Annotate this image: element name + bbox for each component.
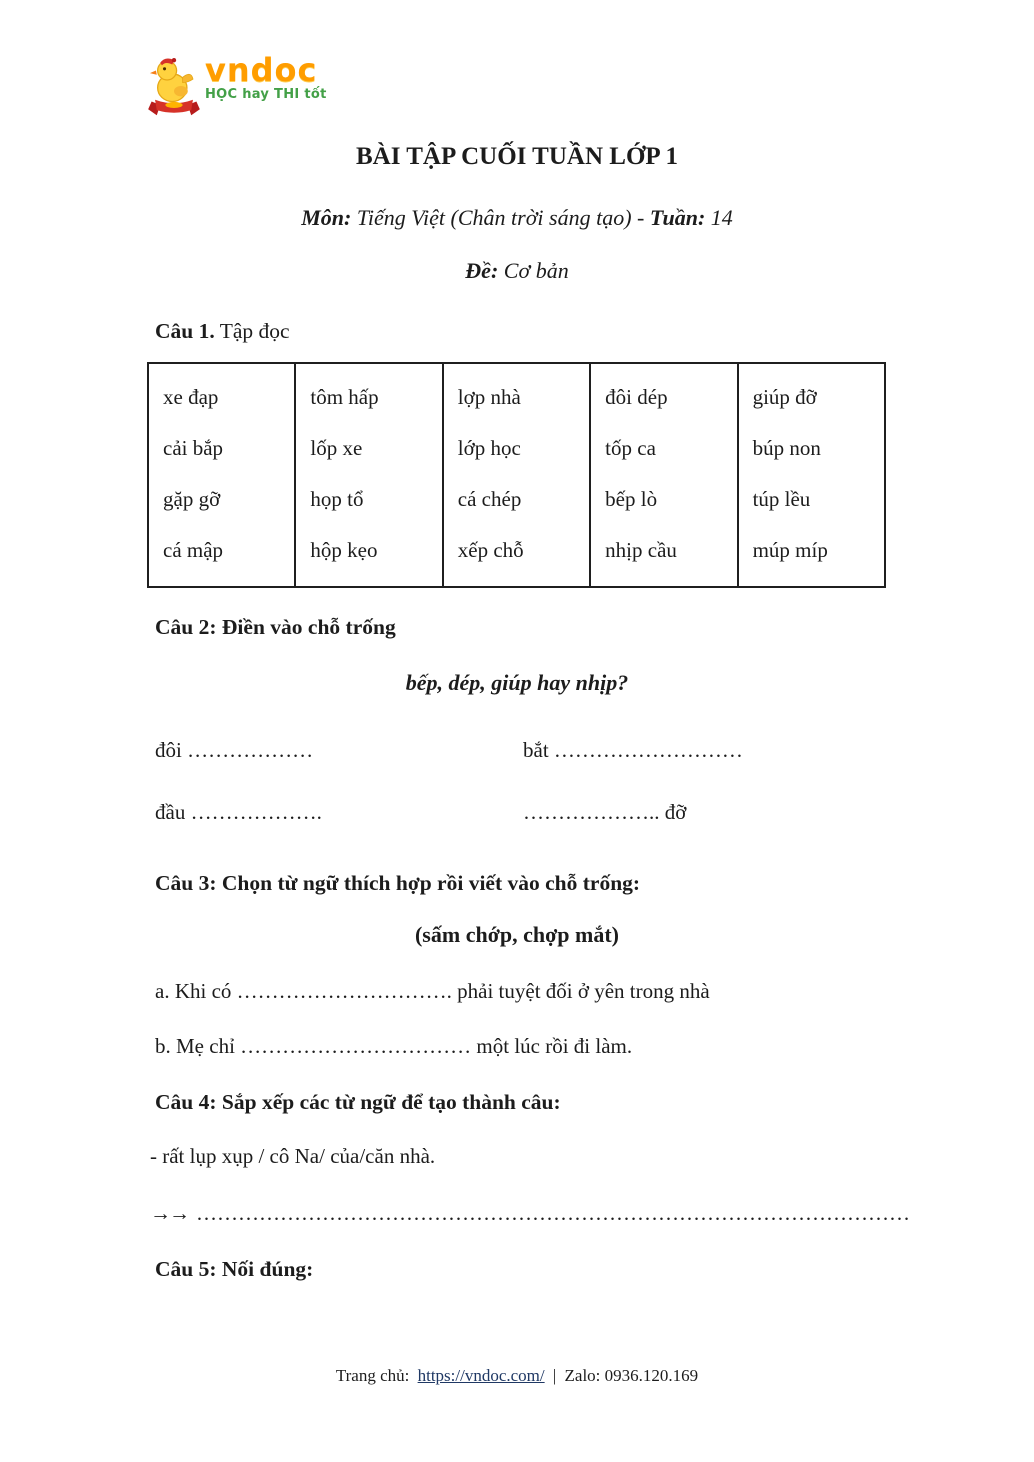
table-cell-col3 — [443, 363, 590, 587]
exercise-item-a: a. Khi có …………………………. phải tuyệt đối ở yên trong nhà — [155, 979, 710, 1003]
brand-tagline: HỌC hay THI tốt — [205, 87, 327, 102]
word-item: tốp ca — [605, 436, 656, 460]
question5-heading — [155, 1254, 1034, 1284]
word-item: giúp đỡ — [752, 385, 817, 409]
blank-dots: ……………………… — [553, 738, 743, 762]
homepage-label: Trang chủ: — [335, 1366, 410, 1385]
word-item: cá chép — [457, 487, 522, 511]
word-item: cá mập — [163, 538, 224, 562]
word-item: túp lều — [752, 487, 811, 511]
exam-label: Đề: — [465, 258, 499, 283]
page-title: BÀI TẬP CUỐI TUẦN LỚP 1 — [355, 143, 679, 170]
table-cell-col4 — [590, 363, 737, 587]
question2-title: Điền vào chỗ trống — [221, 615, 396, 639]
blank-item — [155, 736, 523, 764]
word-item: xếp chỗ — [457, 538, 524, 562]
vndoc-logo — [148, 51, 1034, 115]
word-item: đôi dép — [605, 385, 668, 409]
table-row — [148, 363, 885, 587]
exam-line — [0, 256, 1034, 286]
blank-prefix: đầu — [155, 800, 186, 824]
blank-suffix: đỡ — [664, 800, 687, 824]
homepage-link[interactable]: https://vndoc.com/ — [417, 1366, 545, 1385]
subject-label: Môn: — [301, 205, 352, 230]
brand-wordmark: vndoc — [205, 51, 318, 89]
question3-heading — [155, 868, 1034, 898]
table-cell-col5 — [738, 363, 885, 587]
word-item: hộp kẹo — [310, 538, 378, 562]
answer-dots: ………………………………………………………………………………………… — [196, 1201, 910, 1225]
question4-label: Câu 4: — [155, 1090, 217, 1114]
word-item: lốp xe — [310, 436, 363, 460]
week-value: 14 — [710, 205, 733, 230]
word-item: xe đạp — [163, 385, 219, 409]
question5-label: Câu 5: — [155, 1257, 217, 1281]
word-item: múp míp — [752, 538, 828, 562]
blank-prefix: bắt — [523, 738, 549, 762]
word-item: nhịp cầu — [605, 538, 677, 562]
blank-dots: ……………… — [187, 738, 314, 762]
blank-row — [155, 736, 1034, 764]
table-cell-col2 — [295, 363, 442, 587]
blank-item — [523, 798, 686, 826]
footer-separator: | — [552, 1366, 557, 1385]
question1-title: Tập đọc — [219, 319, 290, 343]
question2-label: Câu 2: — [155, 615, 217, 639]
question4-answer-line — [150, 1198, 1034, 1228]
word-item: búp non — [752, 436, 821, 460]
blank-row — [155, 798, 1034, 826]
blank-dots: ………………. — [190, 800, 322, 824]
double-arrow-icon: →→ — [150, 1201, 188, 1225]
table-cell-col1 — [148, 363, 295, 587]
blank-item — [523, 736, 743, 764]
zalo-contact: Zalo: 0936.120.169 — [564, 1366, 699, 1385]
question2-heading — [155, 612, 1034, 642]
question4-title: Sắp xếp các từ ngữ để tạo thành câu: — [221, 1090, 561, 1114]
word-item: họp tổ — [310, 487, 364, 511]
word-item: lợp nhà — [457, 385, 521, 409]
word-item: bếp lò — [605, 487, 658, 511]
blank-prefix: đôi — [155, 738, 182, 762]
page-footer — [0, 1366, 1034, 1386]
question1-heading — [155, 316, 1034, 346]
word-item: tôm hấp — [310, 385, 379, 409]
question3-title: Chọn từ ngữ thích hợp rồi viết vào chỗ trống: — [221, 871, 641, 895]
blank-dots: ……………….. — [523, 800, 660, 824]
exercise-item-b: b. Mẹ chỉ …………………………… một lúc rồi đi làm. — [155, 1034, 633, 1058]
blank-item — [155, 798, 523, 826]
week-label: Tuần: — [649, 205, 706, 230]
reading-words-table — [147, 362, 886, 588]
exam-value: Cơ bản — [503, 258, 569, 283]
word-item: cải bắp — [163, 436, 224, 460]
logo-text — [205, 51, 327, 102]
question3-label: Câu 3: — [155, 871, 217, 895]
question3-word-options: (sấm chớp, chợp mắt) — [414, 922, 620, 947]
word-item: lớp học — [457, 436, 521, 460]
question2-word-bank: bếp, dép, giúp hay nhịp? — [405, 670, 629, 695]
subject-value: Tiếng Việt (Chân trời sáng tạo) - — [356, 205, 645, 230]
subject-line — [0, 203, 1034, 233]
question4-heading — [155, 1087, 1034, 1117]
word-item: gặp gỡ — [163, 487, 221, 511]
chick-mascot-icon — [148, 55, 200, 117]
question5-title: Nối đúng: — [221, 1257, 314, 1281]
question1-label: Câu 1. — [155, 319, 215, 343]
question4-scramble-words: - rất lụp xụp / cô Na/ của/căn nhà. — [150, 1144, 436, 1168]
